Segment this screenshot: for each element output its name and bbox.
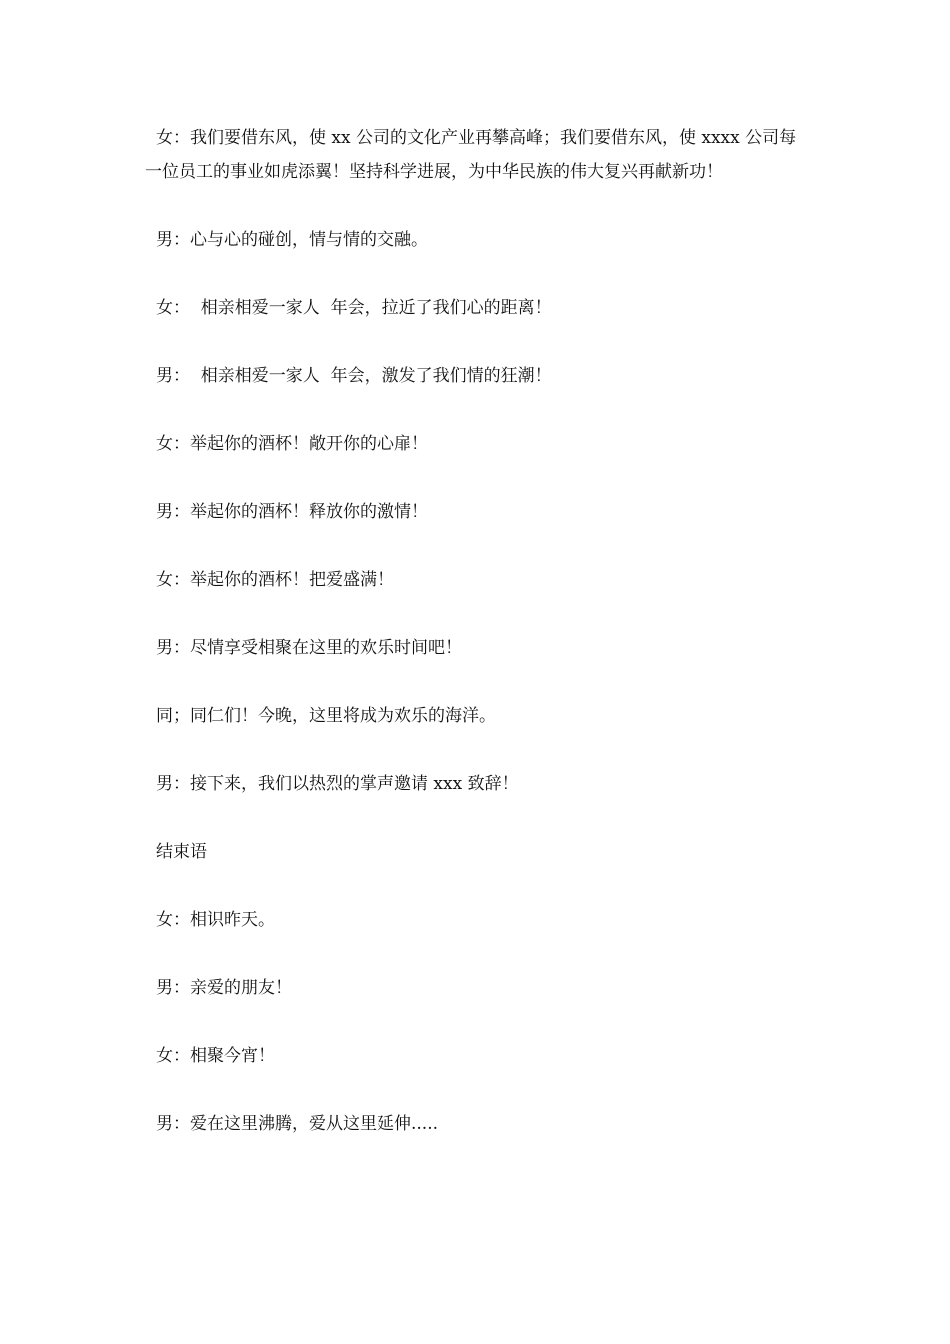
document-body <box>145 121 810 1175</box>
paragraph: 女： 相亲相爱一家人 年会，拉近了我们心的距离！ <box>156 298 552 318</box>
paragraph: 男：亲爱的朋友！ <box>156 978 292 998</box>
paragraph: 男：尽情享受相聚在这里的欢乐时间吧！ <box>156 638 462 658</box>
paragraph: 女：相聚今宵！ <box>156 1046 275 1066</box>
paragraph: 男：心与心的碰创，情与情的交融。 <box>156 230 428 250</box>
paragraph: 男：接下来，我们以热烈的掌声邀请 xxx 致辞！ <box>156 774 519 794</box>
paragraph: 女：举起你的酒杯！把爱盛满！ <box>156 570 394 590</box>
paragraph: 男： 相亲相爱一家人 年会，激发了我们情的狂潮！ <box>156 366 552 386</box>
paragraph: 男：爱在这里沸腾，爱从这里延伸..... <box>156 1114 439 1134</box>
paragraph: 女：举起你的酒杯！敞开你的心扉！ <box>156 434 428 454</box>
paragraph: 同；同仁们！今晚，这里将成为欢乐的海洋。 <box>156 706 496 726</box>
section-heading: 结束语 <box>156 842 207 862</box>
paragraph: 男：举起你的酒杯！释放你的激情！ <box>156 502 428 522</box>
paragraph: 女：相识昨天。 <box>156 910 275 930</box>
paragraph: 女：我们要借东风，使 xx 公司的文化产业再攀高峰；我们要借东风，使 xxxx 公司每一位员工的事业如虎添翼！坚持科学进展，为中华民族的伟大复兴再献新功！ <box>145 128 797 182</box>
